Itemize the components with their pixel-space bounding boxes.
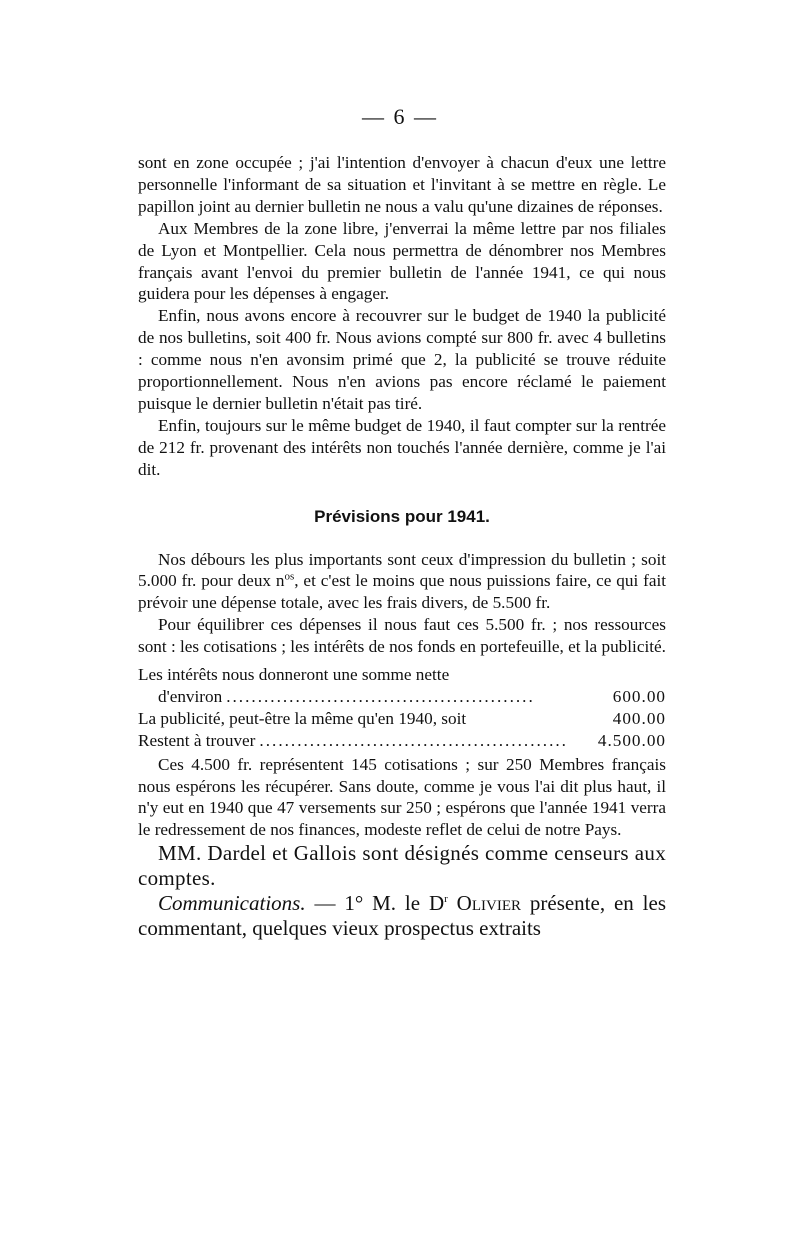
ledger-row: [138, 730, 666, 752]
page-body: [138, 152, 666, 941]
page-number: — 6 —: [362, 104, 438, 129]
ledger-dots: .................................................: [259, 730, 568, 750]
text-run: — 1° M. le D: [305, 891, 445, 916]
communications-label: Communications.: [158, 891, 306, 916]
paragraph: sont en zone occupée ; j'ai l'intention d'envoyer à chacun d'eux une lettre personnelle l'informant de sa situation et l'invitant à se mettre en règle. Le papillon joint au dernier bulletin ne nous a valu qu'une dizaines de réponses.: [138, 153, 666, 216]
ledger-amount: 400.00: [612, 708, 666, 728]
censeurs-paragraph: MM. Dardel et Gallois sont désignés comme censeurs aux comptes.: [138, 841, 666, 891]
ledger-label: Restent à trouver: [138, 730, 256, 750]
ledger-row: [138, 708, 666, 730]
superscript: r: [444, 893, 448, 906]
paragraph: Enfin, nous avons encore à recouvrer sur le budget de 1940 la publicité de nos bulletins, soit 400 fr. Nous avions compté sur 800 fr. avec 4 bulletins : comme nous n'en avonsim primé que 2, la publicité se trouve réduite proportionnellement. Nous n'en avions pas encore réclamé le paiement puisque le dernier bulletin n'était pas tiré.: [138, 306, 666, 413]
ledger-label: La publicité, peut-être la même qu'en 1940, soit: [138, 708, 467, 728]
text-run: Nos débours les plus importants sont ceux d'impression du bulletin ; soit 5.000 fr. pour deux n: [138, 549, 666, 591]
communications-paragraph: [138, 891, 666, 941]
ledger-intro: Les intérêts nous donneront une somme nette: [138, 665, 450, 685]
person-name: Olivier: [447, 891, 521, 916]
paragraph: Aux Membres de la zone libre, j'enverrai la même lettre par nos filiales de Lyon et Montpellier. Cela nous permettra de dénombrer nos Membres français avant l'envoi du premier bulletin de l'année 1941, ce qui nous guidera pour les dépenses à engager.: [138, 218, 666, 304]
section-heading: Prévisions pour 1941.: [314, 506, 490, 526]
ledger-dots: .................................................: [226, 686, 535, 706]
paragraph: Ces 4.500 fr. représentent 145 cotisations ; sur 250 Membres français nous espérons les récupérer. Sans doute, comme je vous l'ai dit plus haut, il n'y eut en 1940 que 47 versements sur 250 ; espérons que l'année 1941 verra le redressement de nos finances, modeste reflet de celui de notre Pays.: [138, 754, 666, 840]
ledger-row: [138, 686, 666, 708]
superscript: os: [284, 570, 295, 583]
ledger-amount: 4.500.00: [597, 730, 666, 750]
ledger-amount: 600.00: [612, 686, 666, 706]
paragraph: Pour équilibrer ces dépenses il nous faut ces 5.500 fr. ; nos ressources sont : les cotisations ; les intérêts de nos fonds en portefeuille, et la publicité.: [138, 615, 666, 657]
ledger: [138, 664, 666, 752]
text-run: , et c'est le moins que nous puissions faire, ce qui fait prévoir une dépense totale, avec les frais divers, de 5.500 fr.: [138, 571, 666, 613]
text-run: présente, en les commentant, quelques vieux prospectus extraits: [138, 891, 666, 941]
paragraph: Enfin, toujours sur le même budget de 1940, il faut compter sur la rentrée de 212 fr. provenant des intérêts non touchés l'année dernière, comme je l'ai dit.: [138, 415, 666, 479]
ledger-label: d'environ: [158, 686, 223, 706]
paragraph: [138, 549, 666, 615]
